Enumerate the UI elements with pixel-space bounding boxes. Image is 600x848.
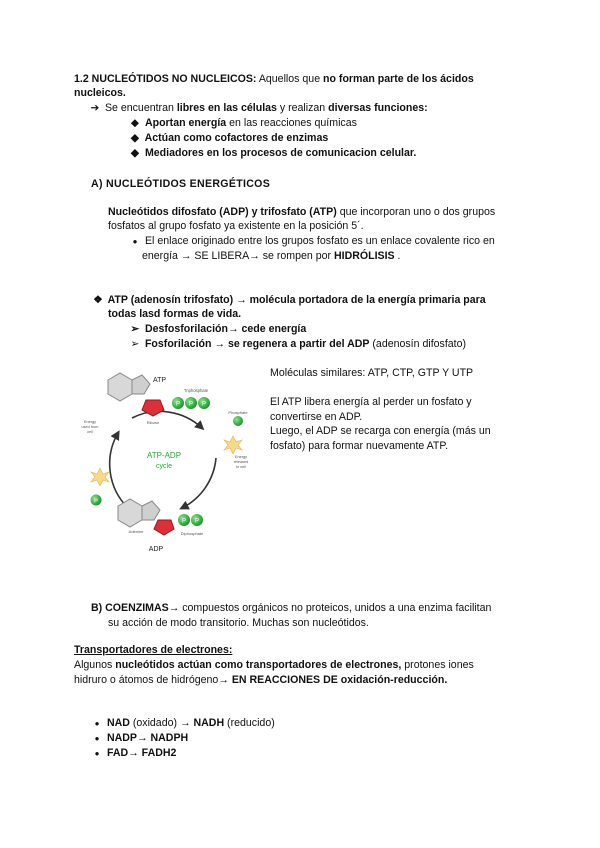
cycle-sublabel: cycle: [156, 463, 172, 470]
svg-text:P: P: [188, 401, 194, 408]
side-text: El ATP libera energía al perder un fosfato y: [270, 396, 472, 408]
list-item-cont: energía → SE LIBERA→ se rompen por HIDRÓLISIS .: [142, 250, 401, 262]
adenine-label: Adenine: [128, 529, 144, 534]
svg-text:P: P: [194, 518, 200, 525]
cycle-label: ATP-ADP: [146, 451, 182, 460]
list-item: ◆ Aportan energía en las reacciones químicas: [128, 116, 357, 131]
atp-heading-cont: todas lasd formas de vida.: [108, 308, 242, 320]
svg-text:P: P: [181, 518, 187, 525]
energy-burst-icon: [224, 436, 242, 454]
svg-text:released: released: [233, 460, 249, 464]
svg-text:P: P: [94, 498, 98, 505]
bullet-icon: ●: [94, 734, 100, 743]
atp-label: ATP: [153, 377, 167, 384]
svg-text:used from: used from: [81, 425, 99, 429]
list-item: ◆ Mediadores en los procesos de comunicacion celular.: [128, 146, 416, 161]
list-item: ● El enlace originado entre los grupos fosfato es un enlace covalente rico en: [128, 234, 495, 250]
list-item: ● NAD (oxidado) → NADH (reducido): [90, 716, 275, 732]
atp-heading: ❖ ATP (adenosín trifosfato) → molécula portadora de la energía primaria para: [91, 293, 486, 308]
arrow-icon: ➔: [90, 102, 100, 114]
bullet-icon: ●: [94, 749, 100, 758]
cycle-arrow-top: [132, 411, 202, 428]
phosphate-label: Phosphate: [228, 410, 248, 415]
transport-heading: Transportadores de electrones:: [74, 644, 233, 656]
list-item: ➢ Desfosforilación→ cede energía: [128, 322, 306, 337]
chevron-icon: ➢: [130, 323, 140, 335]
list-item: ● FAD→ FADH2: [90, 746, 176, 762]
chevron-icon: ➢: [130, 338, 140, 350]
svg-text:P: P: [175, 401, 181, 408]
arrow-line: ➔ Se encuentran libres en las células y realizan diversas funciones:: [88, 101, 428, 116]
paragraph: Algunos nucleótidos actúan como transportadores de electrones, protones iones: [74, 659, 474, 671]
ribose-label: Ribose: [146, 420, 160, 425]
svg-text:Energy: Energy: [234, 455, 248, 459]
side-text: fosfato) para formar nuevamente ATP.: [270, 440, 449, 452]
section-title-cont: nucleicos.: [74, 87, 126, 99]
diphosphate-label: Diphosphate: [180, 531, 204, 536]
side-text: convertirse en ADP.: [270, 411, 363, 423]
star-bullet-icon: ❖: [93, 294, 103, 306]
phosphate-ball: [233, 416, 243, 426]
svg-text:P: P: [201, 401, 207, 408]
list-item: ➢ Fosforilación → se regenera a partir del ADP (adenosín difosfato): [128, 337, 466, 352]
section-a-heading: A) NUCLEÓTIDOS ENERGÉTICOS: [91, 178, 271, 190]
list-item: ◆ Actúan como cofactores de enzimas: [128, 131, 328, 146]
section-b: B) COENZIMAS→ compuestos orgánicos no proteicos, unidos a una enzima facilitan: [91, 602, 492, 614]
diamond-icon: ◆: [130, 147, 140, 159]
list-item: ● NADP→ NADPH: [90, 731, 188, 747]
section-title: 1.2 NUCLEÓTIDOS NO NUCLEICOS: Aquellos que no forman parte de los ácidos: [74, 73, 474, 85]
svg-text:Energy: Energy: [83, 420, 97, 424]
adenine-ring: [108, 373, 132, 401]
paragraph-line: hidruro o átomos de hidrógeno→ EN REACCIONES DE oxidación-reducción.: [74, 674, 448, 686]
adenine-ring: [118, 499, 142, 527]
diamond-icon: ◆: [130, 132, 140, 144]
ribose-shape: [154, 520, 174, 535]
side-text: Luego, el ADP se recarga con energía (más un: [270, 425, 491, 437]
energy-burst-icon: [91, 468, 109, 486]
svg-text:to cell: to cell: [236, 465, 246, 469]
paragraph: Nucleótidos difosfato (ADP) y trifosfato (ATP) que incorporan uno o dos grupos: [108, 206, 496, 218]
paragraph-line: fosfatos al grupo fosfato ya existente en la posición 5´.: [108, 220, 364, 232]
svg-text:cell: cell: [87, 430, 93, 434]
section-b-cont: su acción de modo transitorio. Muchas son nucleótidos.: [108, 617, 369, 629]
bullet-icon: ●: [132, 237, 138, 246]
cycle-arrow-right: [182, 458, 216, 508]
bullet-icon: ●: [94, 719, 100, 728]
triphosphate-label: Triphosphate: [183, 388, 209, 393]
cycle-arrow-left: [110, 433, 128, 508]
side-text: Moléculas similares: ATP, CTP, GTP Y UTP: [270, 367, 474, 379]
diamond-icon: ◆: [130, 117, 140, 129]
adp-label: ADP: [148, 546, 164, 553]
atp-adp-cycle-diagram: [78, 358, 256, 558]
